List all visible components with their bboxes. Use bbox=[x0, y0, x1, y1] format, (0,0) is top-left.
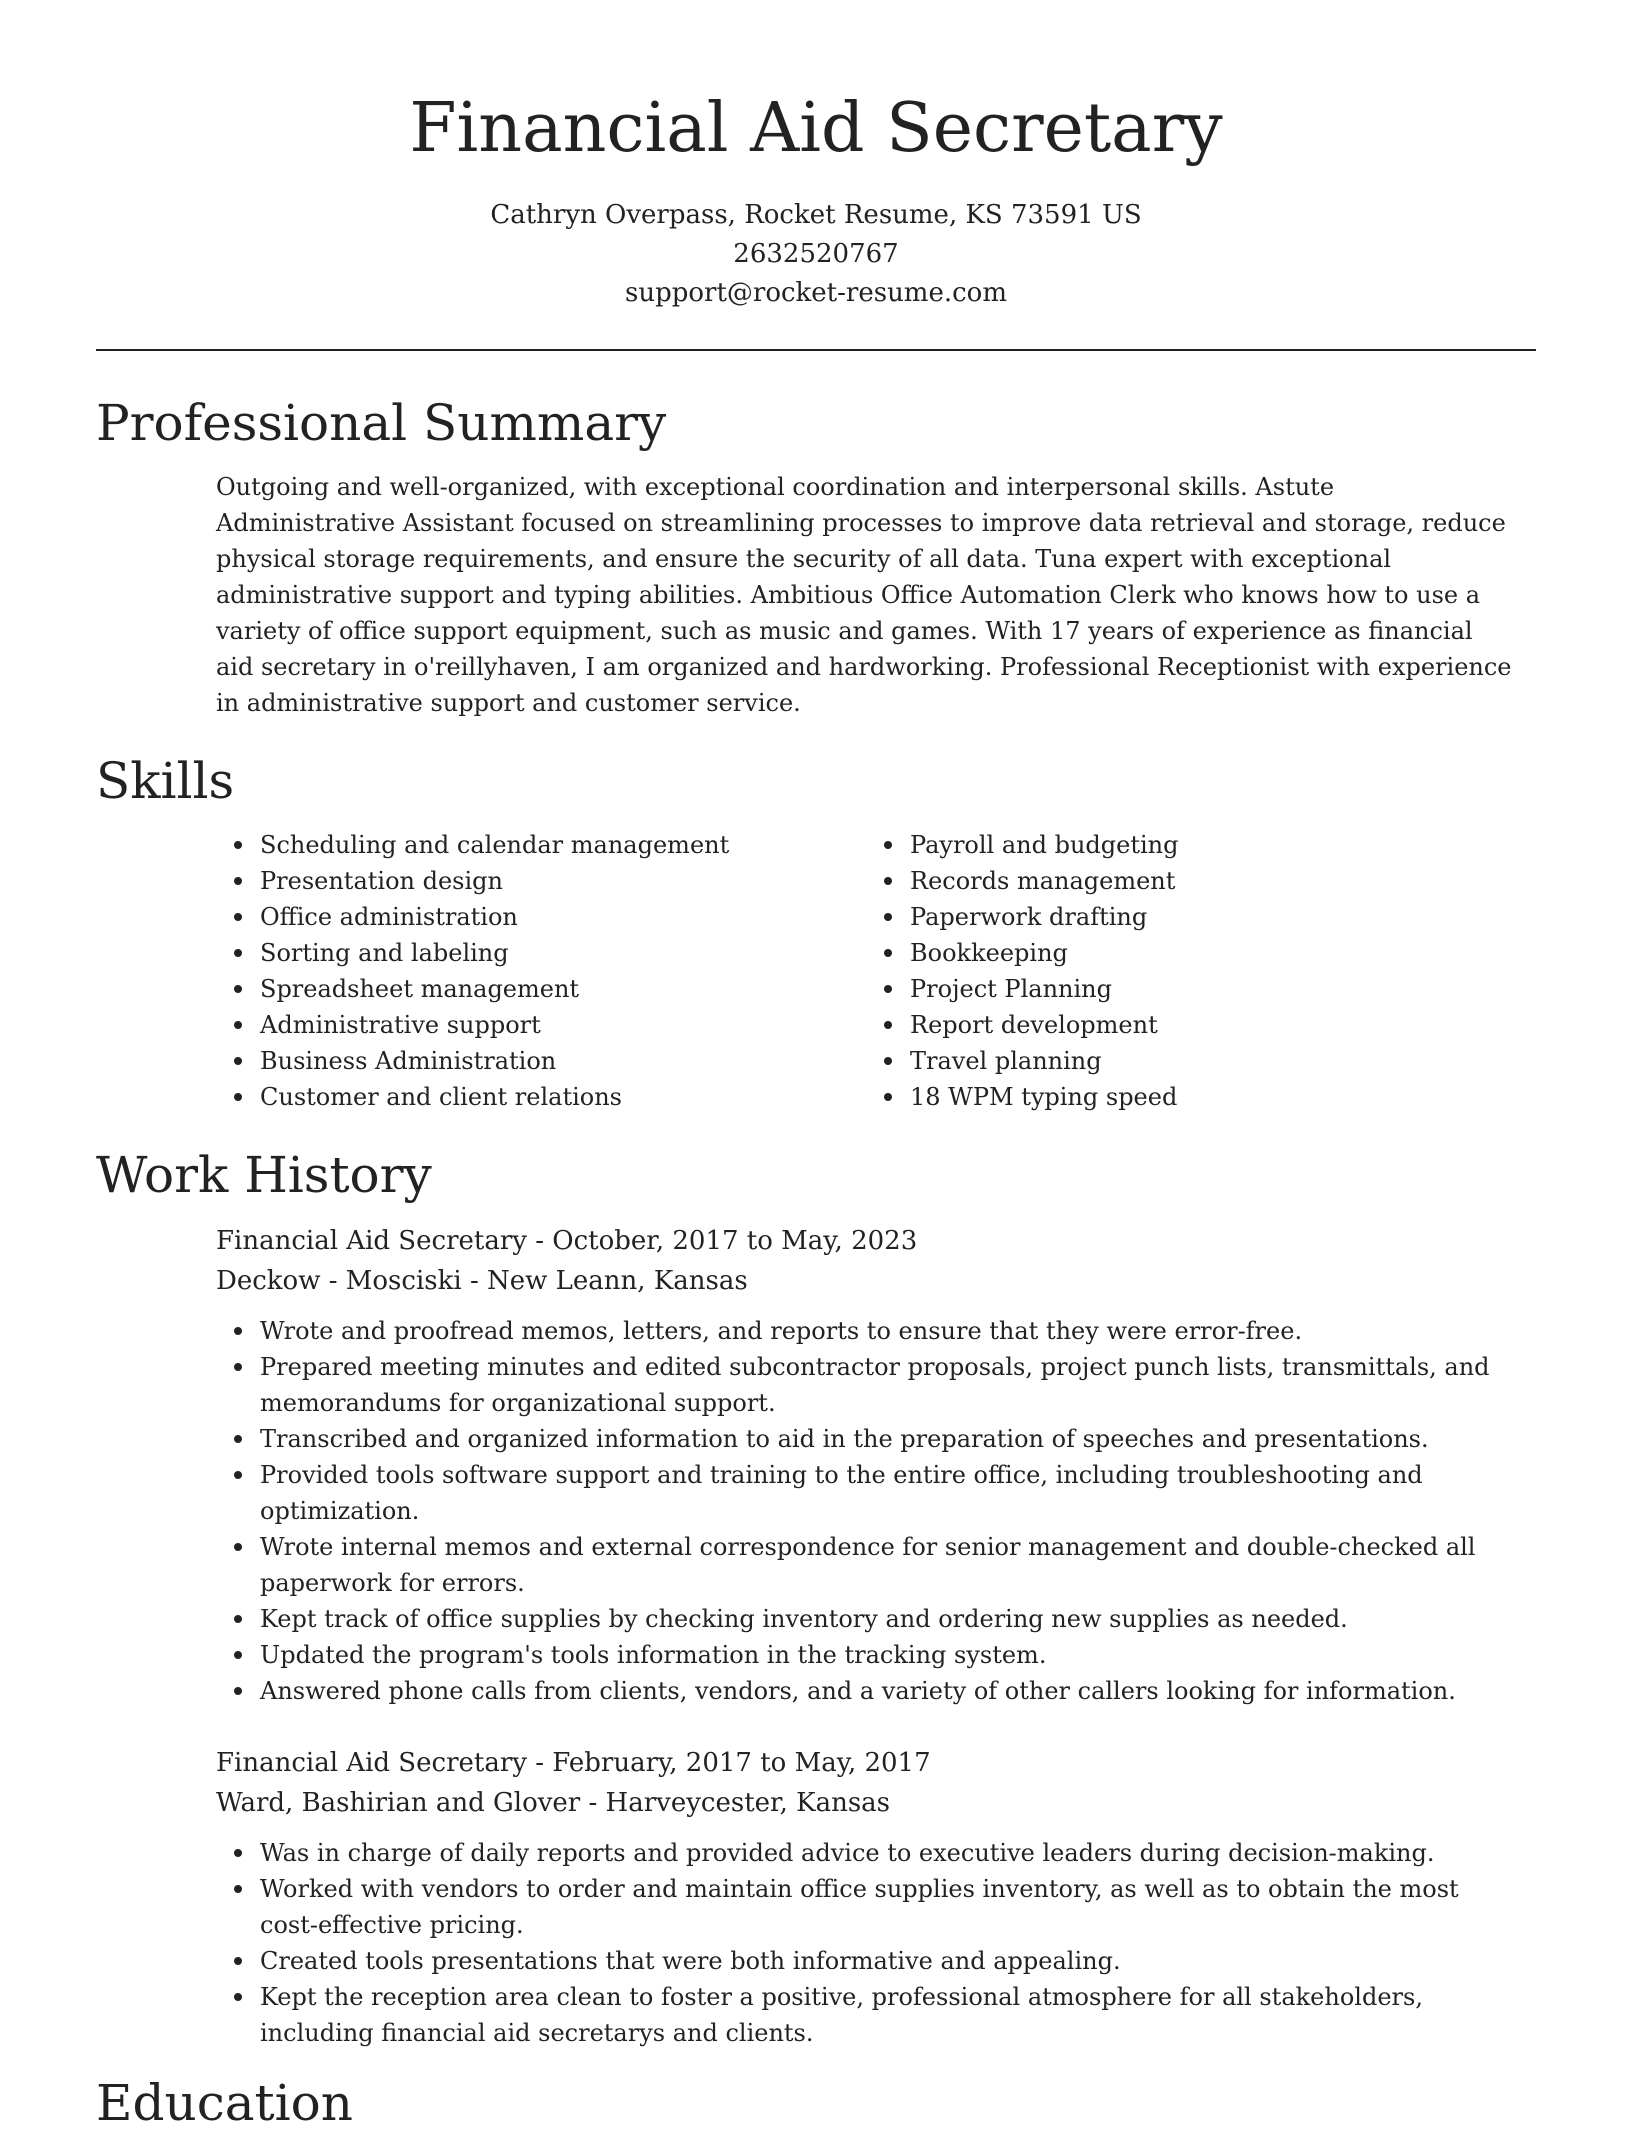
work-history-heading: Work History bbox=[96, 1146, 432, 1204]
header-divider bbox=[96, 349, 1536, 351]
job-duty: Provided tools software support and training to the entire office, including troubleshooting and optimization. bbox=[260, 1457, 1516, 1529]
skill-item: Bookkeeping bbox=[910, 935, 1516, 971]
skill-item: Records management bbox=[910, 863, 1516, 899]
job-duty: Kept the reception area clean to foster a positive, professional atmosphere for all stakeholders, including financial aid secretarys and clients. bbox=[260, 1979, 1516, 2051]
job-company-line bbox=[216, 1261, 1516, 1301]
summary-section bbox=[96, 391, 1536, 721]
skill-item: Paperwork drafting bbox=[910, 899, 1516, 935]
job-duties-list bbox=[216, 1835, 1516, 2051]
job-duty: Wrote internal memos and external correspondence for senior management and double-checked all paperwork for errors. bbox=[260, 1529, 1516, 1601]
job-company: Ward, Bashirian and Glover bbox=[216, 1788, 581, 1818]
skill-item: Business Administration bbox=[260, 1043, 866, 1079]
job-duty: Answered phone calls from clients, vendors, and a variety of other callers looking for information. bbox=[260, 1673, 1516, 1709]
job-duty: Updated the program's tools information in the tracking system. bbox=[260, 1637, 1516, 1673]
skills-list bbox=[216, 827, 1516, 1115]
job-duty: Prepared meeting minutes and edited subcontractor proposals, project punch lists, transmittals, and memorandums for organizational support. bbox=[260, 1349, 1516, 1421]
skill-item: Report development bbox=[910, 1007, 1516, 1043]
skills-column-left bbox=[216, 827, 866, 1115]
job-dates: - October, 2017 to May, 2023 bbox=[526, 1226, 918, 1256]
skill-item: Scheduling and calendar management bbox=[260, 827, 866, 863]
skill-item: Project Planning bbox=[910, 971, 1516, 1007]
job-duty: Wrote and proofread memos, letters, and reports to ensure that they were error-free. bbox=[260, 1313, 1516, 1349]
job-dates: - February, 2017 to May, 2017 bbox=[526, 1748, 931, 1778]
skills-column-right bbox=[866, 827, 1516, 1115]
skill-item: Payroll and budgeting bbox=[910, 827, 1516, 863]
resume-page bbox=[96, 0, 1536, 2135]
summary-text: Outgoing and well-organized, with exceptional coordination and interpersonal skills. Astute Administrative Assistant focused on streamlining processes to improve data retrieval and storage, reduce physical storage requirements, and ensure the security of all data. Tuna expert with exceptional administrative support and typing abilities. Ambitious Office Automation Clerk who knows how to use a variety of office support equipment, such as music and games. With 17 years of experience as financial aid secretary in o'reillyhaven, I am organized and hardworking. Professional Receptionist with experience in administrative support and customer service. bbox=[216, 473, 1512, 717]
job-position: Financial Aid Secretary bbox=[216, 1226, 527, 1256]
job-duty: Was in charge of daily reports and provided advice to executive leaders during decision-making. bbox=[260, 1835, 1516, 1871]
contact-block bbox=[96, 196, 1536, 313]
skill-item: Spreadsheet management bbox=[260, 971, 866, 1007]
job-position: Financial Aid Secretary bbox=[216, 1748, 527, 1778]
job-location: - Harveycester, Kansas bbox=[580, 1788, 890, 1818]
job-duties-list bbox=[216, 1313, 1516, 1709]
skill-item: 18 WPM typing speed bbox=[910, 1079, 1516, 1115]
skill-item: Presentation design bbox=[260, 863, 866, 899]
skill-item: Sorting and labeling bbox=[260, 935, 866, 971]
candidate-title: Financial Aid Secretary bbox=[409, 89, 1223, 168]
job-company-line bbox=[216, 1783, 1516, 1823]
job-duty: Transcribed and organized information to aid in the preparation of speeches and presentations. bbox=[260, 1421, 1516, 1457]
skill-item: Customer and client relations bbox=[260, 1079, 866, 1115]
skill-item: Travel planning bbox=[910, 1043, 1516, 1079]
skills-heading: Skills bbox=[96, 752, 235, 810]
contact-phone: 2632520767 bbox=[733, 239, 899, 269]
skills-section bbox=[96, 749, 1536, 1115]
job-location: - New Leann, Kansas bbox=[461, 1266, 748, 1296]
contact-email: support@rocket-resume.com bbox=[624, 278, 1007, 308]
job-entry bbox=[216, 1221, 1516, 1709]
education-heading: Education bbox=[96, 2074, 353, 2132]
job-title-line bbox=[216, 1221, 1516, 1261]
job-title-line bbox=[216, 1743, 1516, 1783]
education-section bbox=[96, 2071, 1536, 2135]
skill-item: Administrative support bbox=[260, 1007, 866, 1043]
skill-item: Office administration bbox=[260, 899, 866, 935]
resume-header bbox=[96, 0, 1536, 351]
job-entry bbox=[216, 1743, 1516, 2051]
contact-address: Cathryn Overpass, Rocket Resume, KS 73591 US bbox=[490, 200, 1142, 230]
job-duty: Kept track of office supplies by checking inventory and ordering new supplies as needed. bbox=[260, 1601, 1516, 1637]
job-duty: Created tools presentations that were both informative and appealing. bbox=[260, 1943, 1516, 1979]
job-company: Deckow - Mosciski bbox=[216, 1266, 462, 1296]
work-history-section bbox=[96, 1143, 1536, 2051]
summary-heading: Professional Summary bbox=[96, 394, 667, 452]
job-duty: Worked with vendors to order and maintain office supplies inventory, as well as to obtain the most cost-effective pricing. bbox=[260, 1871, 1516, 1943]
